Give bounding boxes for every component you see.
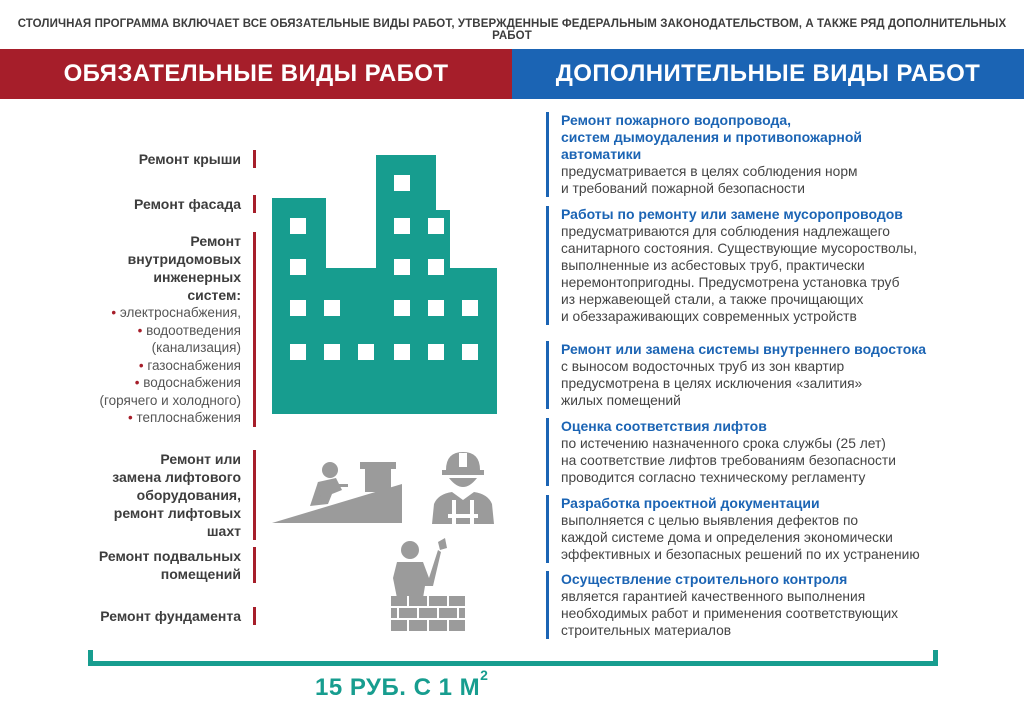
systems-subitem-text: водоотведения [146, 322, 241, 338]
bottom-bracket [88, 650, 938, 666]
text-line: и требований пожарной безопасности [561, 181, 805, 196]
text-line: неремонтопригодны. Предусмотрена установка труб [561, 275, 900, 290]
systems-subitem-text: теплоснабжения [136, 410, 241, 425]
bricklayer-icon [383, 538, 468, 633]
systems-subitem-text: газоснабжения [147, 357, 241, 373]
additional-item-garbage-chute [546, 206, 986, 325]
additional-item-title [561, 112, 986, 163]
lift-line: оборудования, [136, 487, 241, 503]
systems-subitem-text: (горячего и холодного) [99, 392, 241, 408]
text-line: жилых помещений [561, 393, 681, 408]
lift-line: замена лифтового [112, 469, 241, 485]
window-icon [428, 259, 444, 275]
lift-line: шахт [206, 523, 241, 539]
title-line: автоматики [561, 146, 642, 162]
text-line: выполненные из асбестовых труб, практически [561, 258, 865, 273]
systems-subitem-text: электроснабжения, [119, 305, 241, 320]
additional-item-drain [546, 341, 986, 409]
systems-title-line: инженерных [153, 269, 241, 285]
systems-subitem [99, 374, 241, 392]
lift-line: Ремонт или [160, 451, 241, 467]
text-line: каждой системе дома и определения экономически [561, 530, 893, 545]
systems-subitem [99, 392, 241, 410]
text-line: санитарного состояния. Существующие мусоростволы, [561, 241, 918, 256]
additional-header-label: ДОПОЛНИТЕЛЬНЫЕ ВИДЫ РАБОТ [555, 60, 981, 87]
systems-subitem [99, 304, 241, 322]
text-line: необходимых работ и применения соответствующих [561, 606, 899, 621]
title-line: Оценка соответствия лифтов [561, 418, 767, 434]
title-line: Осуществление строительного контроля [561, 571, 848, 587]
text-line: является гарантией качественного выполнения [561, 589, 866, 604]
title-line: Работы по ремонту или замене мусоропроводов [561, 206, 903, 222]
building-block [376, 155, 436, 414]
additional-item-title [561, 206, 986, 223]
window-icon [290, 259, 306, 275]
systems-subitem [99, 409, 241, 427]
systems-subitem [99, 357, 241, 375]
text-line: строительных материалов [561, 623, 732, 638]
price-text: 15 РУБ. С 1 М [315, 674, 481, 701]
text-line: проводится согласно техническому регламенту [561, 470, 866, 485]
basement-line: помещений [160, 566, 241, 582]
window-icon [324, 344, 340, 360]
building-block [320, 268, 376, 414]
systems-subitem-text: (канализация) [151, 340, 241, 355]
additional-item-text [561, 358, 986, 409]
bullet-icon: • [138, 357, 148, 373]
price-label [315, 667, 489, 702]
window-icon [428, 218, 444, 234]
window-icon [290, 300, 306, 316]
window-icon [394, 344, 410, 360]
mandatory-item-systems [99, 232, 256, 427]
lift-line: ремонт лифтовых [113, 505, 241, 521]
additional-item-title [561, 571, 986, 588]
basement-line: Ремонт подвальных [98, 548, 241, 564]
additional-item-text [561, 435, 986, 486]
title-line: Разработка проектной документации [561, 495, 820, 511]
additional-item-title [561, 418, 986, 435]
systems-title-line: Ремонт [190, 233, 241, 249]
page-subtitle: СТОЛИЧНАЯ ПРОГРАММА ВКЛЮЧАЕТ ВСЕ ОБЯЗАТЕЛЬНЫЕ ВИДЫ РАБОТ, УТВЕРЖДЕННЫЕ ФЕДЕРАЛЬНЫМ ЗАКОНОДАТЕЛЬСТВОМ, А ТАКЖЕ РЯД ДОПОЛНИТЕЛЬНЫХ РАБОТ [17, 18, 1007, 42]
bullet-icon: • [137, 322, 147, 338]
systems-subitems [99, 304, 241, 427]
mandatory-item-basement [99, 547, 256, 583]
mandatory-item-roof [139, 150, 256, 168]
window-icon [394, 175, 410, 191]
additional-item-title [561, 495, 986, 512]
window-icon [428, 344, 444, 360]
window-icon [428, 300, 444, 316]
additional-item-title [561, 341, 986, 358]
additional-item-text [561, 512, 986, 563]
additional-item-text [561, 588, 986, 639]
foundation-label: Ремонт фундамента [100, 608, 241, 624]
text-line: из нержавеющей стали, а также прочищающих [561, 292, 864, 307]
text-line: предусматривается в целях соблюдения норм [561, 164, 858, 179]
bullet-icon: • [127, 410, 137, 425]
bullet-icon: • [111, 305, 120, 320]
additional-item-construction-control [546, 571, 986, 639]
additional-item-project-docs [546, 495, 986, 563]
systems-subitem-text: водоснабжения [143, 375, 241, 390]
price-superscript: 2 [480, 667, 489, 683]
window-icon [462, 344, 478, 360]
facade-label: Ремонт фасада [134, 196, 241, 212]
text-line: с выносом водосточных труб из зон квартир [561, 359, 845, 374]
additional-item-fire [546, 112, 986, 197]
mandatory-header [0, 49, 512, 99]
title-line: Ремонт или замена системы внутреннего водостока [561, 341, 927, 357]
mandatory-item-foundation [100, 607, 256, 625]
building-block [444, 268, 497, 414]
systems-subitem [99, 339, 241, 357]
mandatory-item-facade [134, 195, 256, 213]
text-line: на соответствие лифтов требованиям безопасности [561, 453, 896, 468]
window-icon [324, 300, 340, 316]
title-line: Ремонт пожарного водопровода, [561, 112, 792, 128]
additional-item-text [561, 223, 986, 325]
title-line: систем дымоудаления и противопожарной [561, 129, 863, 145]
window-icon [394, 218, 410, 234]
window-icon [290, 218, 306, 234]
window-icon [394, 300, 410, 316]
mandatory-item-lift [112, 450, 256, 540]
text-line: по истечению назначенного срока службы (25 лет) [561, 436, 886, 451]
additional-item-text [561, 163, 986, 197]
text-line: эффективных и безопасных решений по их устранению [561, 547, 920, 562]
bullet-icon: • [134, 375, 144, 390]
systems-subitem [99, 322, 241, 340]
text-line: предусмотрена в целях исключения «залития» [561, 376, 863, 391]
text-line: и обеззараживающих современных устройств [561, 309, 857, 324]
systems-title-line: систем: [187, 287, 241, 303]
additional-header [512, 49, 1024, 99]
window-icon [358, 344, 374, 360]
roof-label: Ремонт крыши [138, 151, 241, 167]
additional-item-lift-assessment [546, 418, 986, 486]
mandatory-header-label: ОБЯЗАТЕЛЬНЫЕ ВИДЫ РАБОТ [63, 60, 449, 87]
systems-title-line: внутридомовых [127, 251, 241, 267]
window-icon [462, 300, 478, 316]
window-icon [394, 259, 410, 275]
worker-helmet-icon [428, 448, 498, 526]
text-line: выполняется с целью выявления дефектов по [561, 513, 859, 528]
roofer-icon [270, 460, 405, 525]
text-line: предусматриваются для соблюдения надлежащего [561, 224, 890, 239]
window-icon [290, 344, 306, 360]
